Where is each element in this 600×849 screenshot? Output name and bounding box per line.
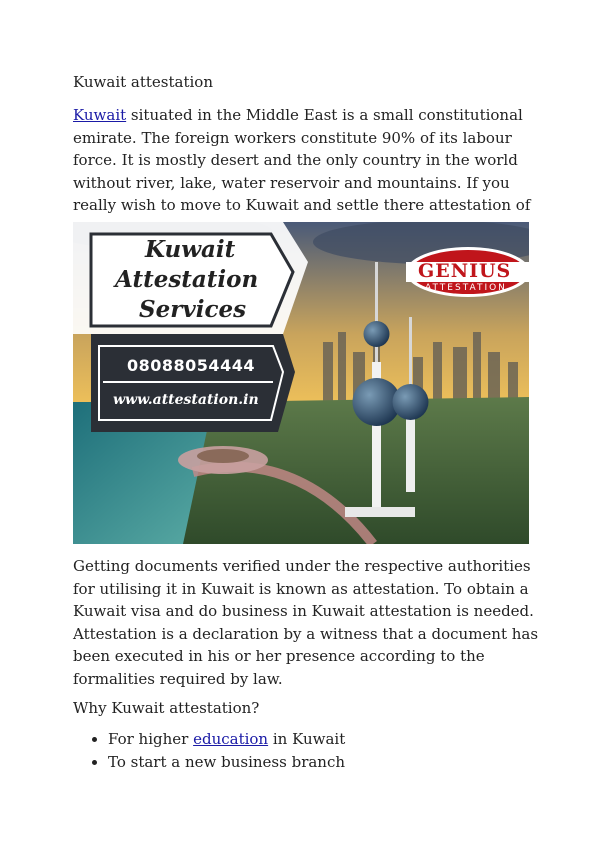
banner-phone: 08088054444 bbox=[127, 356, 255, 375]
kuwait-link[interactable]: Kuwait bbox=[73, 106, 127, 124]
page-title: Kuwait attestation bbox=[73, 73, 213, 91]
education-link[interactable]: education bbox=[193, 730, 269, 748]
intro-text: situated in the Middle East is a small constitutional emirate. The foreign workers constitute 90% of its labour force. It is mostly desert and the only country in the world without river, lake, water reservoir and mountains. If you really wish to move to Kuwait and settle there attestation of bbox=[73, 106, 531, 214]
banner-image bbox=[73, 222, 529, 544]
banner-heading-3: Services bbox=[139, 296, 247, 323]
banner-heading-1: Kuwait bbox=[145, 236, 236, 263]
list-item-text: For higher bbox=[108, 730, 194, 748]
intro-paragraph bbox=[73, 104, 543, 239]
reasons-list bbox=[73, 728, 548, 774]
genius-logo-main: GENIUS bbox=[418, 260, 512, 282]
genius-logo-sub: ATTESTATION bbox=[425, 283, 507, 293]
why-heading: Why Kuwait attestation? bbox=[73, 699, 260, 717]
attestation-paragraph: Getting documents verified under the respective authorities for utilising it in Kuwait is known as attestation. To obtain a Kuwait visa and do business in Kuwait attestation is needed. Attestation is a declaration by a witness that a document has been executed in his or her presence according to the formalities required by law. bbox=[73, 557, 539, 688]
list-item bbox=[108, 728, 548, 751]
banner-heading-2: Attestation bbox=[115, 266, 259, 293]
banner-website: www.attestation.in bbox=[113, 392, 259, 408]
list-item: • To start a new business branch bbox=[108, 751, 548, 774]
list-item-text: in Kuwait bbox=[268, 730, 346, 748]
